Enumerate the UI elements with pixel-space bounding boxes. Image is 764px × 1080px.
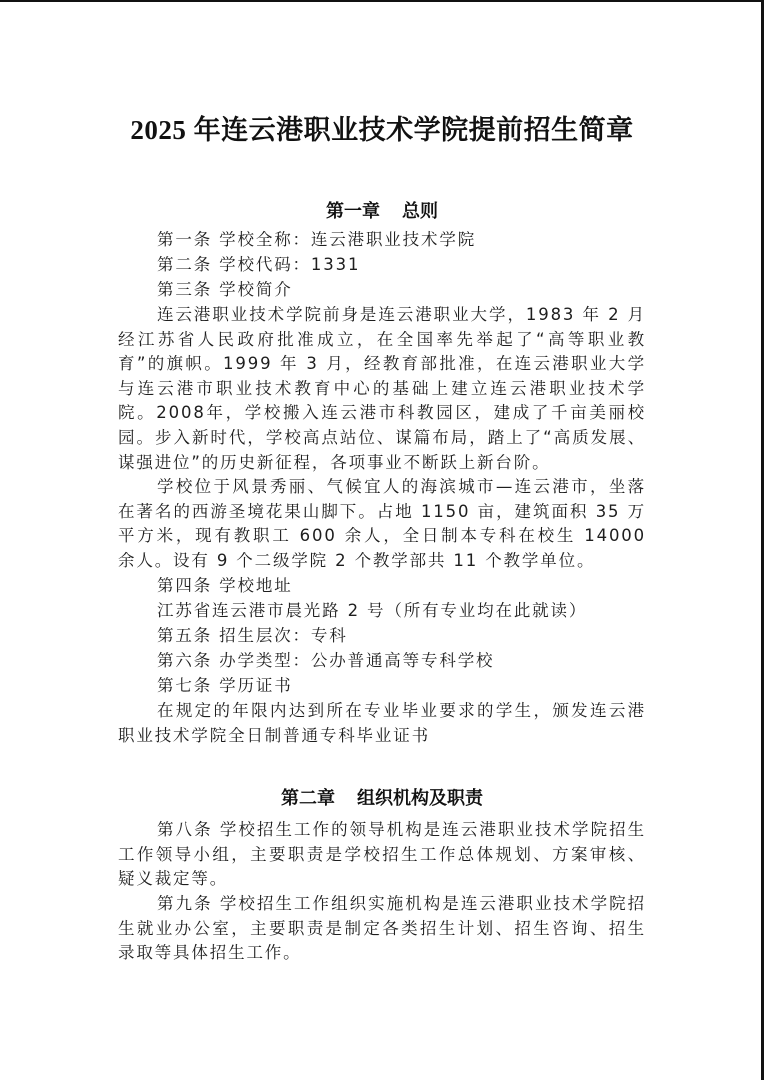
school-history-paragraph: 连云港职业技术学院前身是连云港职业大学，1983 年 2 月经江苏省人民政府批准成立，在全国率先举起了“高等职业教育”的旗帜。1999 年 3 月，经教育部批准，在连云港职业大学与连云港市职业技术教育中心的基础上建立连云港职业技术学院。2008年，学校搬入连云港市科教园区，建成了千亩美丽校园。步入新时代，学校高点站位、谋篇布局，踏上了“高质发展、谋强进位”的历史新征程，各项事业不断跃上新台阶。 [118, 305, 646, 472]
article-5: 第五条 招生层次：专科 [157, 626, 348, 645]
article-8: 第八条 学校招生工作的领导机构是连云港职业技术学院招生工作领导小组，主要职责是学校招生工作总体规划、方案审核、疑义裁定等。 [118, 820, 646, 889]
chapter-1-name: 总则 [402, 201, 438, 222]
article-7-heading: 第七条 学历证书 [157, 676, 293, 695]
article-3-heading: 第三条 学校简介 [157, 280, 293, 299]
chapter-2-number: 第二章 [281, 788, 335, 809]
diploma-paragraph: 在规定的年限内达到所在专业毕业要求的学生，颁发连云港职业技术学院全日制普通专科毕业证书 [118, 701, 646, 745]
document-title: 2025 年连云港职业技术学院提前招生简章 [130, 115, 634, 145]
chapter-2-heading [0, 784, 764, 810]
article-1: 第一条 学校全称：连云港职业技术学院 [157, 230, 477, 249]
article-4-heading: 第四条 学校地址 [157, 576, 293, 595]
school-address: 江苏省连云港市晨光路 2 号（所有专业均在此就读） [157, 601, 588, 620]
chapter-1-heading [0, 197, 764, 223]
article-2: 第二条 学校代码：1331 [157, 255, 361, 274]
chapter-2-name: 组织机构及职责 [357, 788, 483, 809]
page-top-border [0, 0, 764, 2]
article-6: 第六条 办学类型：公办普通高等专科学校 [157, 651, 495, 670]
article-9: 第九条 学校招生工作组织实施机构是连云港职业技术学院招生就业办公室，主要职责是制定各类招生计划、招生咨询、招生录取等具体招生工作。 [118, 894, 646, 963]
chapter-1-number: 第一章 [326, 201, 380, 222]
school-location-paragraph: 学校位于风景秀丽、气候宜人的海滨城市—连云港市，坐落在著名的西游圣境花果山脚下。占地 1150 亩，建筑面积 35 万平方米，现有教职工 600 余人，全日制本专科在校生 14000 余人。设有 9 个二级学院 2 个教学部共 11 个教学单位。 [118, 477, 646, 570]
